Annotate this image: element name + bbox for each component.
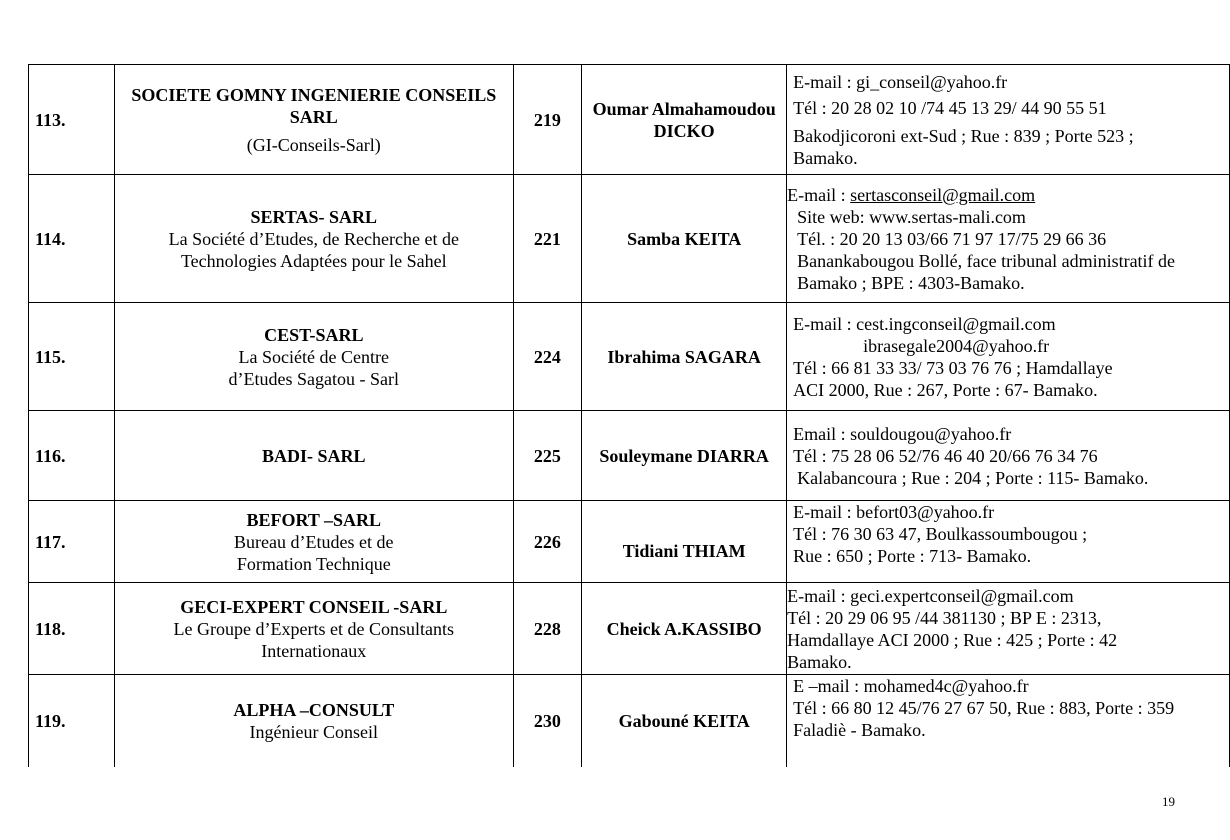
company-cell: [114, 411, 513, 501]
table-row: [29, 175, 1230, 303]
page-number: 19: [1162, 794, 1175, 809]
table-row: [29, 411, 1230, 501]
manager-name: Souleymane DIARRA: [582, 411, 787, 501]
company-name: GECI-EXPERT CONSEIL -SARL: [180, 596, 448, 617]
manager-name: Samba KEITA: [582, 175, 787, 303]
contact-cell: [787, 501, 1230, 583]
contact-address: Faladiè - Bamako.: [793, 720, 926, 740]
table-row: [29, 675, 1230, 767]
row-number: 115.: [29, 303, 115, 411]
company-name: BADI- SARL: [262, 445, 366, 466]
company-name: SERTAS- SARL: [250, 206, 378, 227]
contact-cell: [787, 65, 1230, 175]
contact-email: E-mail : gi_conseil@yahoo.fr: [793, 71, 1008, 92]
company-cell: [114, 65, 513, 175]
contact-cell: [787, 303, 1230, 411]
company-cell: [114, 675, 513, 767]
table-row: [29, 501, 1230, 583]
contact-address-city: Bamako ; BPE : 4303-Bamako.: [797, 272, 1025, 293]
contact-website: Site web: www.sertas-mali.com: [797, 206, 1026, 227]
contact-phone: Tél : 66 81 33 33/ 73 03 76 76 ; Hamdallaye: [793, 357, 1113, 378]
manager-name: Ibrahima SAGARA: [582, 303, 787, 411]
registration-code: 219: [513, 65, 582, 175]
row-number: 116.: [29, 411, 115, 501]
company-cell: [114, 303, 513, 411]
contact-email: Email : souldougou@yahoo.fr: [793, 423, 1012, 444]
registration-code: 221: [513, 175, 582, 303]
contact-cell: [787, 411, 1230, 501]
contact-address: Hamdallaye ACI 2000 ; Rue : 425 ; Porte : 42: [787, 629, 1118, 650]
contact-phone: Tél : 20 29 06 95 /44 381130 ; BP E : 2313,: [787, 607, 1102, 628]
company-description: La Société de Centre d’Etudes Sagatou - Sarl: [228, 346, 399, 389]
contact-phone: Tél. : 20 20 13 03/66 71 97 17/75 29 66 36: [797, 228, 1107, 249]
contact-email: E-mail : cest.ingconseil@gmail.com: [793, 313, 1056, 334]
registration-code: 224: [513, 303, 582, 411]
contact-phone: Tél : 20 28 02 10 /74 45 13 29/ 44 90 55 51: [793, 97, 1107, 118]
contact-email-text: E-mail : sertasconseil@gmail.com: [787, 184, 1036, 205]
company-description: La Société d’Etudes, de Recherche et de Technologies Adaptées pour le Sahel: [168, 228, 459, 271]
company-description: Ingénieur Conseil: [249, 721, 379, 742]
row-number: 113.: [29, 65, 115, 175]
company-name: BEFORT –SARL: [246, 509, 382, 530]
contact-email-link: sertasconseil@gmail.com: [850, 184, 1036, 205]
contact-address-city: Bamako.: [793, 147, 858, 168]
company-cell: [114, 583, 513, 675]
company-description: Bureau d’Etudes et de Formation Technique: [234, 531, 394, 574]
contact-phone: Tél : 76 30 63 47, Boulkassoumbougou ;: [793, 524, 1088, 544]
row-number: 117.: [29, 501, 115, 583]
company-name: CEST-SARL: [264, 324, 364, 345]
company-description: (GI-Conseils-Sarl): [246, 134, 381, 155]
contact-address: Kalabancoura ; Rue : 204 ; Porte : 115- Bamako.: [797, 467, 1149, 488]
contact-cell: [787, 675, 1230, 767]
consultants-table: [28, 64, 1230, 767]
contact-address: Rue : 650 ; Porte : 713- Bamako.: [793, 546, 1032, 566]
contact-phone: Tél : 75 28 06 52/76 46 40 20/66 76 34 76: [793, 445, 1098, 466]
registration-code: 226: [513, 501, 582, 583]
registration-code: 225: [513, 411, 582, 501]
contact-cell: [787, 583, 1230, 675]
row-number: 118.: [29, 583, 115, 675]
row-number: 114.: [29, 175, 115, 303]
company-description: Le Groupe d’Experts et de Consultants Internationaux: [173, 618, 454, 661]
contact-email-secondary: ibrasegale2004@yahoo.fr: [863, 335, 1050, 356]
contact-email: E –mail : mohamed4c@yahoo.fr: [793, 676, 1029, 696]
contact-cell: [787, 175, 1230, 303]
company-name: SOCIETE GOMNY INGENIERIE CONSEILS SARL: [131, 84, 497, 127]
company-cell: [114, 175, 513, 303]
contact-address: Bakodjicoroni ext-Sud ; Rue : 839 ; Porte 523 ;: [793, 125, 1134, 146]
contact-phone: Tél : 66 80 12 45/76 27 67 50, Rue : 883, Porte : 359: [793, 698, 1175, 718]
manager-name: Tidiani THIAM: [582, 501, 787, 583]
manager-name: Cheick A.KASSIBO: [582, 583, 787, 675]
company-name: ALPHA –CONSULT: [233, 699, 395, 720]
row-number: 119.: [29, 675, 115, 767]
company-cell: [114, 501, 513, 583]
registration-code: 228: [513, 583, 582, 675]
contact-email: E-mail : geci.expertconseil@gmail.com: [787, 585, 1074, 606]
contact-address-city: Bamako.: [787, 651, 852, 672]
table-row: [29, 583, 1230, 675]
table-row: [29, 65, 1230, 175]
table-row: [29, 303, 1230, 411]
contact-email: E-mail : befort03@yahoo.fr: [793, 502, 995, 522]
manager-name: Gabouné KEITA: [582, 675, 787, 767]
registration-code: 230: [513, 675, 582, 767]
contact-address: ACI 2000, Rue : 267, Porte : 67- Bamako.: [793, 379, 1098, 400]
contact-address: Banankabougou Bollé, face tribunal administratif de: [797, 250, 1176, 271]
contact-email: [787, 184, 1223, 206]
manager-name: Oumar Almahamoudou DICKO: [582, 65, 787, 175]
